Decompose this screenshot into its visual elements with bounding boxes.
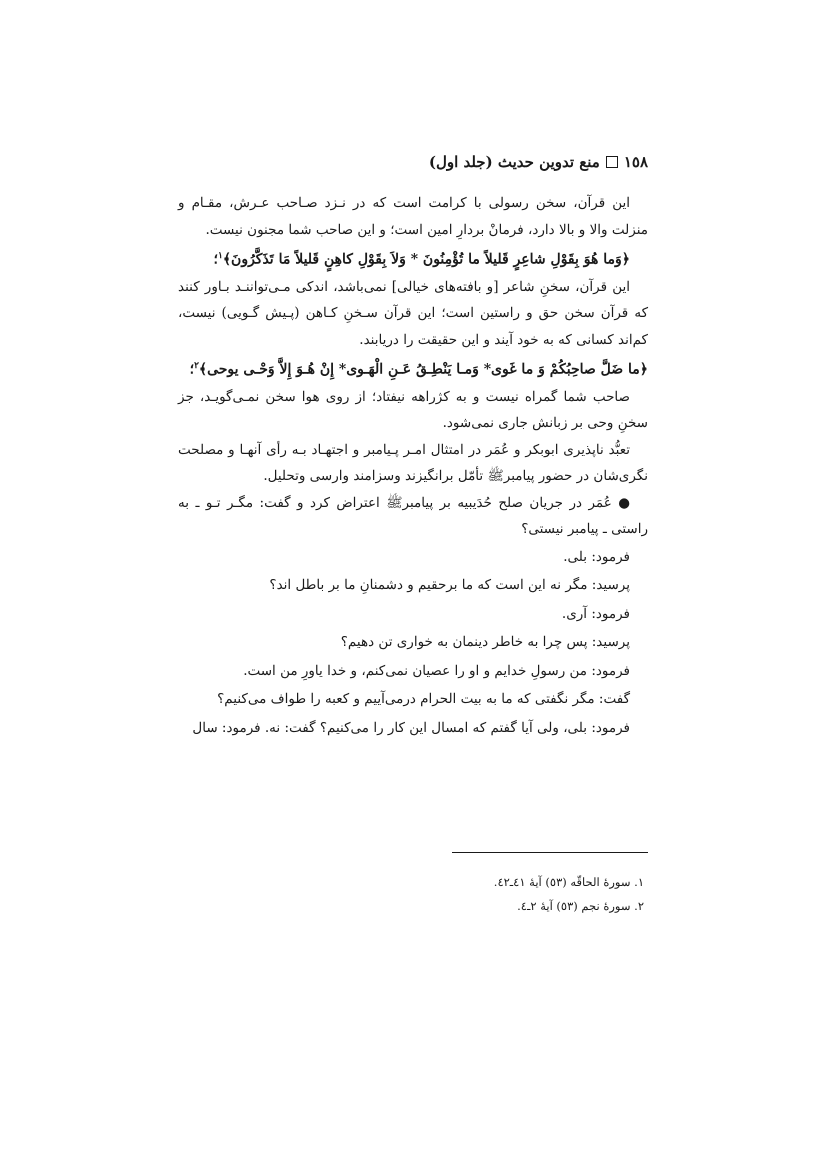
book-title: منع تدوين حديث (جلد اول)	[428, 153, 600, 171]
footnote-divider	[452, 852, 648, 853]
page-content	[178, 150, 648, 742]
footnote-ref-1[interactable]: ١	[217, 251, 223, 261]
verse-1-text: ﴿وَما هُوَ بِقَوْلِ شاعِرٍ قَليلاً ما تُؤْمِنُونَ * وَلاَ بِقَوْلِ كاهِنٍ قَليلاً مَا تَذَكَّرُونَ﴾	[222, 251, 630, 268]
square-ornament-icon	[606, 156, 618, 168]
verse-2-text: ﴿ما ضَلَّ صاحِبُكُمْ وَ ما غَوى* وَمـا يَنْطِـقُ عَـنِ الْهَـوى* إِنْ هُـوَ إِلاَّ وَحْـى يوحى﴾	[198, 361, 648, 378]
dialog-line: فرمود: بلى.	[563, 548, 630, 565]
page-number: ١٥٨	[623, 153, 648, 171]
dialog-block	[178, 543, 648, 743]
footnote-2: ٢. سورهٔ نجم (٥٣) آيهٔ ٢ـ٤.	[517, 899, 644, 913]
quran-verse-1	[178, 243, 648, 274]
dialog-line: پرسيد: مگر نه اين است كه ما برحقيم و دشمنانِ ما بر باطل اند؟	[269, 577, 630, 594]
verse-1-end: ؛	[213, 251, 218, 268]
dialog-line: گفت: مگر نگفتى كه ما به بيت الحرام درمى‌آييم و كعبه را طواف مى‌كنيم؟	[217, 691, 630, 708]
dialog-line: فرمود: آرى.	[561, 605, 630, 622]
footnote-1: ١. سورهٔ الحاقّه (٥٣) آيهٔ ٤١ـ٤٢.	[493, 875, 644, 889]
footnote-ref-2[interactable]: ٢	[194, 361, 199, 372]
footnotes	[348, 870, 648, 918]
paragraph-1: اين قرآن، سخن رسولى با كرامت است كه در نـزد صـاحب عـرش، مقـام و منزلت والا و بالا دارد، فرمانْ بردارِ امين است؛ و اين صاحب شما مجنون نيست.	[178, 195, 648, 238]
paragraph-4: تعبُّد ناپذيرى ابوبكر و عُمَر در امتثال امـر پـيامبر و اجتهـاد بـه رأى آنهـا و مصلحت نگرى‌شان در حضور پيامبرﷺ تأمّل برانگيزند وسزامند وارسى وتحليل.	[178, 441, 648, 485]
paragraph-5: ● عُمَر در جريان صلح حُدَيبيه بر پيامبرﷺ اعتراض كرد و گفت: مگـر تـو ـ به راستى ـ پيامبر نيستى؟	[178, 494, 648, 538]
paragraph-2: اين قرآن، سخنِ شاعر [و بافته‌هاى خيالى] نمى‌باشد، اندكى مـى‌تواننـد بـاور كنند كه قرآن سخن حق و راستين است؛ اين قرآن سـخنِ كـاهن (پـيش گـويى) نيست، كم‌اند كسانى كه به خود آيند و اين حقيقت را دريابند.	[178, 278, 648, 348]
paragraph-3: صاحب شما گمراه نيست و به كژراهه نيفتاد؛ از روى هوا سخن نمـى‌گويـد، جز سخنِ وحى بر زبانش جارى نمى‌شود.	[178, 388, 648, 432]
running-header	[178, 150, 648, 174]
verse-2-end: ؛	[189, 361, 195, 378]
dialog-line: فرمود: بلى، ولى آيا گفتم كه امسال اين كار را مى‌كنيم؟ گفت: نه. فرمود: سال	[192, 719, 630, 736]
quran-verse-2	[178, 353, 648, 384]
dialog-line: پرسيد: پس چرا به خاطر دينمان به خوارى تن دهيم؟	[340, 634, 630, 651]
dialog-line: فرمود: من رسولِ خدايم و او را عصيان نمى‌كنم، و خدا ياورِ من است.	[243, 662, 630, 679]
